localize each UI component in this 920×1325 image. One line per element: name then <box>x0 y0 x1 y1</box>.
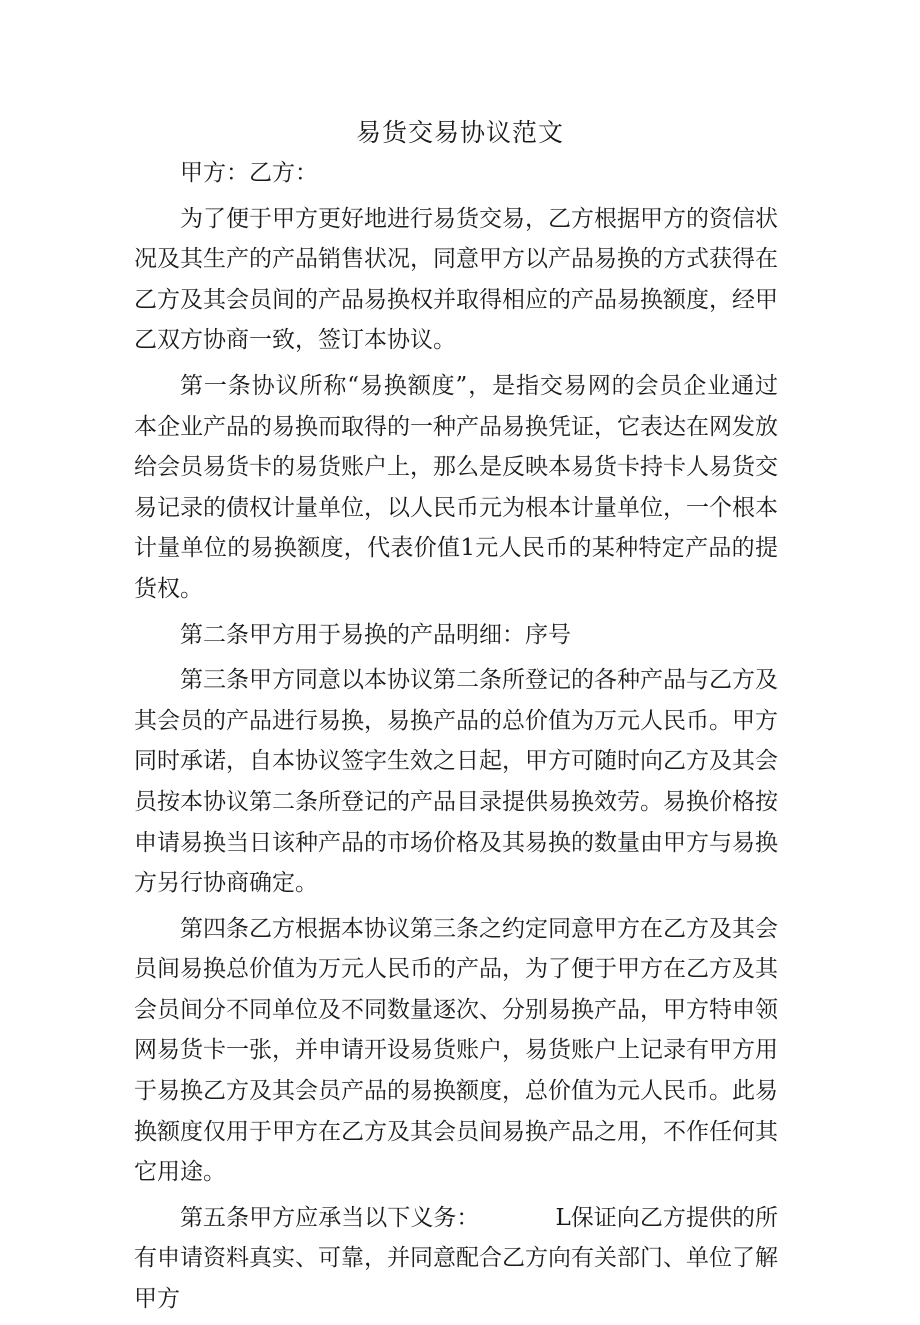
paragraph-article-3: 第三条甲方同意以本协议第二条所登记的各种产品与乙方及其会员的产品进行易换，易换产品的总价值为万元人民币。甲方同时承诺，自本协议签字生效之日起，甲方可随时向乙方及其会员按本协议第二条所登记的产品目录提供易换效劳。易换价格按申请易换当日该种产品的市场价格及其易换的数量由甲方与易换方另行协商确定。 <box>134 667 778 897</box>
parties-line: 甲方：乙方： <box>180 160 318 186</box>
article-5-heading: 第五条甲方应承当以下义务： <box>180 1204 480 1231</box>
paragraph-article-2: 第二条甲方用于易换的产品明细：序号 <box>180 621 571 648</box>
paragraph-article-5 <box>134 1198 778 1320</box>
paragraph-article-1: 第一条协议所称“易换额度”，是指交易网的会员企业通过本企业产品的易换而取得的一种产品易换凭证，它表达在网发放给会员易货卡的易货账户上，那么是反映本易货卡持卡人易货交易记录的债权计量单位，以人民币元为根本计量单位，一个根本计量单位的易换额度，代表价值1元人民币的某种特定产品的提货权。 <box>134 372 778 602</box>
paragraph-intro: 为了便于甲方更好地进行易货交易，乙方根据甲方的资信状况及其生产的产品销售状况，同意甲方以产品易换的方式获得在乙方及其会员间的产品易换权并取得相应的产品易换额度，经甲乙双方协商一致，签订本协议。 <box>134 205 778 354</box>
paragraph-article-4: 第四条乙方根据本协议第三条之约定同意甲方在乙方及其会员间易换总价值为万元人民币的产品，为了便于甲方在乙方及其会员间分不同单位及不同数量逐次、分别易换产品，甲方特申领网易货卡一张，并申请开设易货账户，易货账户上记录有甲方用于易换乙方及其会员产品的易换额度，总价值为元人民币。此易换额度仅用于甲方在乙方及其会员间易换产品之用，不作任何其它用途。 <box>134 915 778 1186</box>
document-body <box>134 153 778 1325</box>
article-5-item-1: L保证向乙方提供的所有申请资料真实、可靠，并同意配合乙方向有关部门、单位了解甲方 <box>134 1204 779 1313</box>
document-title: 易货交易协议范文 <box>355 118 564 147</box>
